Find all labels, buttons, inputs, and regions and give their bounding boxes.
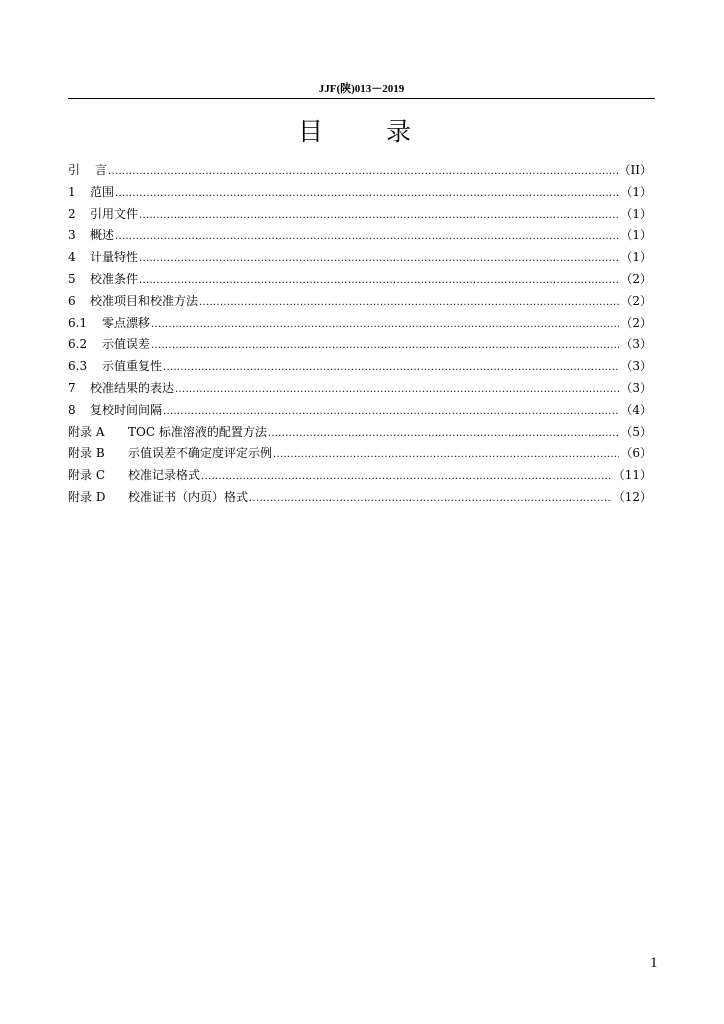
- toc-entry-number: 8: [68, 402, 76, 417]
- toc-entry-number: 附录 D: [68, 489, 106, 504]
- toc-entry-page: （2）: [620, 271, 652, 286]
- toc-entry-number: 5: [68, 271, 76, 286]
- toc-entry-5[interactable]: [68, 269, 652, 291]
- toc-entry-7[interactable]: [68, 378, 652, 400]
- toc-entry-number: 3: [68, 228, 76, 243]
- document-code-header: JJF(陕)013－2019: [318, 83, 405, 95]
- toc-entry-number: 引: [68, 163, 81, 177]
- toc-leader-dots: [249, 488, 612, 510]
- toc-entry-2[interactable]: [68, 204, 652, 226]
- toc-entry-number: 4: [68, 250, 76, 265]
- toc-entry-label: 校准记录格式: [128, 468, 201, 483]
- toc-entry-label: 计量特性: [90, 250, 139, 265]
- toc-entry-label: 校准条件: [90, 271, 139, 286]
- toc-entry-label: 示值误差不确定度评定示例: [128, 446, 273, 461]
- toc-entry-8[interactable]: [68, 400, 652, 422]
- toc-leader-dots: [139, 270, 619, 292]
- toc-entry-foreword[interactable]: [68, 160, 652, 182]
- toc-entry-page: （4）: [620, 402, 652, 417]
- toc-entry-page: （3）: [620, 380, 652, 395]
- toc-leader-dots: [151, 335, 619, 357]
- toc-leader-dots: [163, 401, 619, 423]
- toc-leader-dots: [139, 248, 619, 270]
- toc-entry-page: （1）: [620, 184, 652, 199]
- toc-entry-page: （3）: [620, 359, 652, 374]
- toc-entry-number: 6.2: [68, 337, 88, 352]
- toc-entry-label: 概述: [90, 228, 115, 243]
- toc-title-char-2: 录: [386, 117, 412, 146]
- toc-entry-label: TOC 标准溶液的配置方法: [128, 424, 267, 439]
- toc-entry-page: （2）: [620, 293, 652, 308]
- toc-leader-dots: [151, 314, 619, 336]
- toc-entry-1[interactable]: [68, 182, 652, 204]
- toc-entry-label: 零点漂移: [102, 315, 151, 330]
- toc-entry-page: （II）: [618, 163, 652, 177]
- toc-leader-dots: [268, 423, 620, 445]
- header-rule: [68, 98, 655, 99]
- toc-entry-appendix-d[interactable]: [68, 487, 652, 509]
- toc-entry-page: （1）: [620, 206, 652, 221]
- toc-entry-label: 示值重复性: [102, 359, 163, 374]
- toc-entry-3[interactable]: [68, 225, 652, 247]
- toc-entry-label: 校准结果的表达: [90, 380, 175, 395]
- toc-leader-dots: [115, 183, 619, 205]
- toc-leader-dots: [273, 444, 619, 466]
- toc-entry-label: 校准证书（内页）格式: [128, 489, 249, 504]
- toc-entry-label: 示值误差: [102, 337, 151, 352]
- toc-leader-dots: [115, 226, 619, 248]
- toc-entry-page: （12）: [612, 489, 652, 504]
- toc-entry-label: 复校时间间隔: [90, 402, 163, 417]
- toc-entry-number: 7: [68, 380, 76, 395]
- toc-entry-page: （1）: [620, 228, 652, 243]
- toc-leader-dots: [199, 292, 619, 314]
- toc-entry-number: 附录 A: [68, 424, 105, 439]
- toc-entry-label: 言: [95, 163, 108, 177]
- toc-entry-number: 6.3: [68, 359, 88, 374]
- toc-entry-number: 6: [68, 293, 76, 308]
- toc-entry-number: 附录 B: [68, 446, 105, 461]
- toc-entry-6-2[interactable]: [68, 334, 652, 356]
- toc-entry-appendix-c[interactable]: [68, 465, 652, 487]
- toc-entry-6[interactable]: [68, 291, 652, 313]
- table-of-contents: [68, 160, 652, 509]
- toc-entry-page: （2）: [620, 315, 652, 330]
- toc-entry-label: 范围: [90, 184, 115, 199]
- toc-entry-page: （3）: [620, 337, 652, 352]
- toc-entry-page: （1）: [620, 250, 652, 265]
- toc-entry-page: （5）: [620, 424, 652, 439]
- toc-leader-dots: [175, 379, 619, 401]
- toc-entry-number: 1: [68, 184, 76, 199]
- toc-entry-appendix-a[interactable]: [68, 422, 652, 444]
- toc-leader-dots: [108, 161, 618, 183]
- toc-entry-6-1[interactable]: [68, 313, 652, 335]
- toc-entry-number: 附录 C: [68, 468, 105, 483]
- toc-entry-6-3[interactable]: [68, 356, 652, 378]
- toc-entry-4[interactable]: [68, 247, 652, 269]
- toc-entry-label: 引用文件: [90, 206, 139, 221]
- toc-entry-number: 6.1: [68, 315, 88, 330]
- toc-leader-dots: [139, 205, 619, 227]
- toc-leader-dots: [201, 466, 612, 488]
- page-number: 1: [650, 955, 658, 971]
- toc-title: [0, 116, 724, 148]
- toc-entry-label: 校准项目和校准方法: [90, 293, 199, 308]
- toc-leader-dots: [163, 357, 619, 379]
- toc-entry-page: （6）: [620, 446, 652, 461]
- toc-entry-page: （11）: [612, 468, 652, 483]
- toc-entry-appendix-b[interactable]: [68, 443, 652, 465]
- toc-entry-number: 2: [68, 206, 76, 221]
- toc-title-char-1: 目: [298, 117, 324, 146]
